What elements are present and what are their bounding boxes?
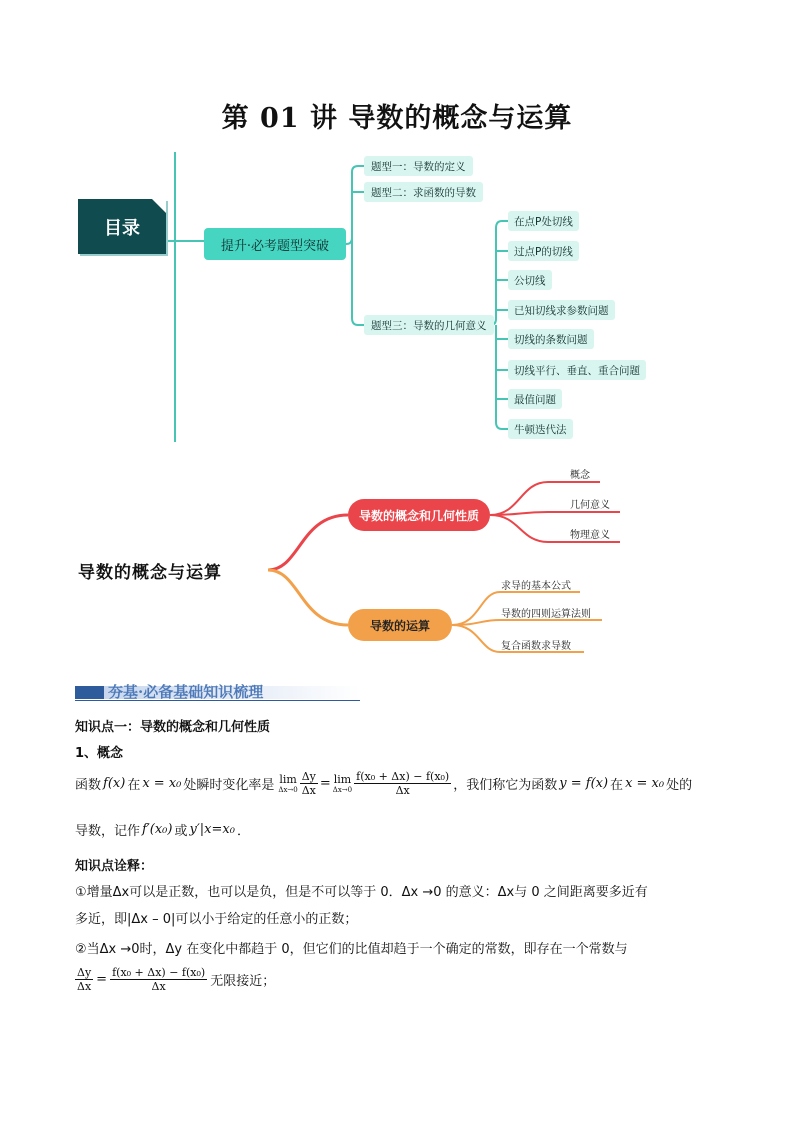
text: 导数，记作 (75, 824, 141, 839)
section-bar-accent (75, 686, 105, 699)
toc-root-fold (152, 199, 166, 213)
note-1-line-1: ①增量Δx可以是正数，也可以是负，但是不可以等于 0．Δx →0 的意义：Δx与 0 之间距离要多近有 (75, 885, 648, 900)
text: 处的 (666, 778, 693, 793)
text: ． (236, 824, 250, 839)
lim-subscript: Δx→0 (278, 786, 298, 794)
fraction-difference-quotient (110, 966, 207, 993)
toc-root: 目录 (78, 199, 166, 254)
limit (333, 773, 352, 794)
toc-subtopic-4[interactable]: 已知切线求参数问题 (508, 300, 615, 320)
text: ，我们称它为函数 (453, 778, 558, 793)
toc-topic-3[interactable]: 题型三：导数的几何意义 (364, 315, 494, 335)
page-title: 第 01 讲 导数的概念与运算 (221, 103, 573, 134)
definition-line-1 (75, 770, 692, 797)
lim-subscript: Δx→0 (332, 786, 353, 794)
text: 函数 (75, 778, 102, 793)
formula: y′|x=x₀ (189, 822, 235, 837)
text: 处瞬时变化率是 (183, 778, 275, 793)
toc-subtopic-1[interactable]: 在点P处切线 (508, 211, 579, 231)
fraction-dy-dx (75, 966, 93, 993)
mindmap-leaf: 物理意义 (570, 530, 610, 541)
lim-text: lim (279, 773, 297, 786)
mindmap-root: 导数的概念与运算 (78, 563, 222, 583)
mindmap-leaf: 几何意义 (570, 500, 610, 511)
numerator: Δy (301, 770, 316, 783)
section-title: 夯基·必备基础知识梳理 (108, 683, 264, 701)
toc-subtopic-8[interactable]: 牛顿迭代法 (508, 419, 573, 439)
toc-level1[interactable]: 提升·必考题型突破 (204, 228, 346, 260)
denominator: Δx (395, 784, 410, 797)
denominator: Δx (151, 980, 166, 993)
mindmap-leaf: 复合函数求导数 (501, 641, 571, 652)
denominator: Δx (301, 784, 316, 797)
subheading: 1、概念 (75, 746, 124, 761)
note-2-line-1: ②当Δx →0时，Δy 在变化中都趋于 0，但它们的比值却趋于一个确定的常数，即存在一个常数与 (75, 942, 628, 957)
equals: = (96, 972, 108, 987)
text: 在 (127, 778, 141, 793)
note-2-line-2 (75, 966, 275, 993)
denominator: Δx (77, 980, 92, 993)
formula: x = x₀ (625, 776, 665, 791)
mindmap-leaf: 求导的基本公式 (501, 581, 571, 592)
definition-line-2 (75, 820, 250, 839)
numerator: f(x₀ + Δx) − f(x₀) (356, 770, 450, 783)
mindmap-branch-operation[interactable]: 导数的运算 (348, 609, 452, 641)
text: 或 (174, 824, 188, 839)
equals: = (319, 776, 331, 791)
toc-subtopic-7[interactable]: 最值问题 (508, 389, 562, 409)
mindmap-branch-concept[interactable]: 导数的概念和几何性质 (348, 499, 490, 531)
toc-subtopic-2[interactable]: 过点P的切线 (508, 241, 579, 261)
formula: f′(x₀) (142, 822, 173, 837)
toc-subtopic-3[interactable]: 公切线 (508, 270, 552, 290)
fraction-dy-dx (300, 770, 318, 797)
formula: x = x₀ (142, 776, 182, 791)
mindmap-leaf: 导数的四则运算法则 (501, 609, 591, 620)
note-1-line-2: 多近，即|Δx – 0|可以小于给定的任意小的正数； (75, 912, 358, 927)
formula: f(x) (103, 776, 126, 791)
numerator: Δy (77, 966, 92, 979)
toc-topic-2[interactable]: 题型二：求函数的导数 (364, 182, 483, 202)
formula: y = f(x) (559, 776, 609, 791)
text: 无限接近； (210, 974, 276, 989)
fraction-difference-quotient (354, 770, 451, 797)
toc-subtopic-5[interactable]: 切线的条数问题 (508, 329, 594, 349)
knowledge-point-heading: 知识点一：导数的概念和几何性质 (75, 720, 271, 735)
limit (278, 773, 297, 794)
numerator: f(x₀ + Δx) − f(x₀) (112, 966, 206, 979)
note-heading: 知识点诠释： (75, 859, 154, 874)
lim-text: lim (333, 773, 352, 786)
mindmap-leaf: 概念 (570, 470, 590, 481)
toc-topic-1[interactable]: 题型一：导数的定义 (364, 156, 473, 176)
text: 在 (610, 778, 624, 793)
toc-subtopic-6[interactable]: 切线平行、垂直、重合问题 (508, 360, 646, 380)
